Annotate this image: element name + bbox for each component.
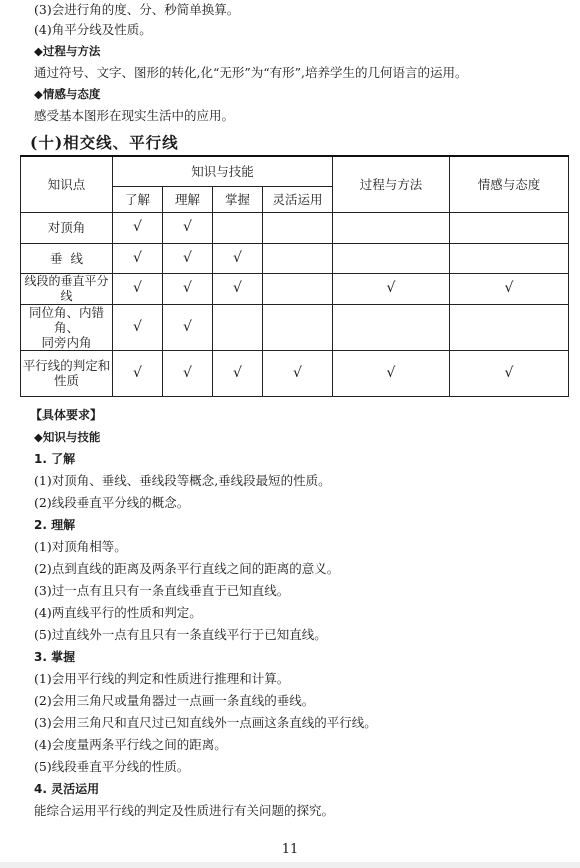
subsection-heading: 2. 理解 <box>34 518 76 532</box>
table-row <box>21 243 569 273</box>
empty-cell <box>263 243 333 273</box>
page-bottom-edge <box>0 862 580 868</box>
check-mark: √ <box>163 273 213 304</box>
emotion-attitude-text: 感受基本图形在现实生活中的应用。 <box>34 108 235 123</box>
check-mark: √ <box>113 304 163 350</box>
header-comprehend: 理解 <box>163 186 213 212</box>
check-mark: √ <box>163 212 213 243</box>
subsection-heading: 1. 了解 <box>34 452 76 466</box>
row-topic-line: 同旁内角 <box>41 334 92 350</box>
check-mark: √ <box>113 243 163 273</box>
check-mark: √ <box>163 243 213 273</box>
header-topic: 知识点 <box>21 156 113 212</box>
requirement-item: (4)两直线平行的性质和判定。 <box>34 605 202 620</box>
requirement-item: 能综合运用平行线的判定及性质进行有关问题的探究。 <box>34 803 335 818</box>
knowledge-table <box>20 155 569 397</box>
empty-cell <box>333 243 450 273</box>
requirement-item: (1)对顶角相等。 <box>34 539 127 554</box>
row-topic-line: 平行线的判定和 <box>22 358 111 373</box>
empty-cell <box>333 212 450 243</box>
requirement-item: (2)点到直线的距离及两条平行直线之间的距离的意义。 <box>34 561 340 576</box>
subsection-heading: 3. 掌握 <box>34 650 76 664</box>
header-knowledge-skills: 知识与技能 <box>113 156 333 186</box>
empty-cell <box>263 212 333 243</box>
empty-cell <box>450 243 569 273</box>
process-method-text: 通过符号、文字、图形的转化,化“无形”为“有形”,培养学生的几何语言的运用。 <box>34 65 468 80</box>
requirement-item: (2)线段垂直平分线的概念。 <box>34 495 190 510</box>
empty-cell <box>263 304 333 350</box>
header-process-method: 过程与方法 <box>333 156 450 212</box>
check-mark: √ <box>113 212 163 243</box>
check-mark: √ <box>333 350 450 396</box>
header-understand-basic: 了解 <box>113 186 163 212</box>
subsection-heading: 4. 灵活运用 <box>34 782 100 796</box>
table-row <box>21 350 569 396</box>
knowledge-skills-heading: ◆知识与技能 <box>34 430 101 444</box>
empty-cell <box>333 304 450 350</box>
section-title: (十)相交线、平行线 <box>30 133 179 152</box>
row-topic <box>21 304 113 350</box>
check-mark: √ <box>113 350 163 396</box>
empty-cell <box>450 212 569 243</box>
empty-cell <box>450 304 569 350</box>
header-emotion-attitude: 情感与态度 <box>450 156 569 212</box>
requirement-item: (2)会用三角尺或量角器过一点画一条直线的垂线。 <box>34 693 315 708</box>
check-mark: √ <box>163 350 213 396</box>
requirement-item: (5)过直线外一点有且只有一条直线平行于已知直线。 <box>34 627 327 642</box>
requirements-title: 【具体要求】 <box>30 408 103 422</box>
check-mark: √ <box>213 243 263 273</box>
check-mark: √ <box>263 350 333 396</box>
check-mark: √ <box>450 350 569 396</box>
row-topic-line: 性质 <box>53 373 79 388</box>
empty-cell <box>263 273 333 304</box>
emotion-attitude-heading: ◆情感与态度 <box>34 87 101 101</box>
check-mark: √ <box>450 273 569 304</box>
objective-line: (3)会进行角的度、分、秒简单换算。 <box>34 2 240 17</box>
check-mark: √ <box>113 273 163 304</box>
header-apply: 灵活运用 <box>263 186 333 212</box>
empty-cell <box>213 212 263 243</box>
requirement-item: (5)线段垂直平分线的性质。 <box>34 759 190 774</box>
check-mark: √ <box>333 273 450 304</box>
requirement-item: (3)会用三角尺和直尺过已知直线外一点画这条直线的平行线。 <box>34 715 377 730</box>
requirement-item: (1)会用平行线的判定和性质进行推理和计算。 <box>34 671 290 686</box>
requirement-item: (3)过一点有且只有一条直线垂直于已知直线。 <box>34 583 290 598</box>
check-mark: √ <box>213 273 263 304</box>
objective-line: (4)角平分线及性质。 <box>34 22 152 37</box>
process-method-heading: ◆过程与方法 <box>34 44 101 58</box>
requirement-item: (1)对顶角、垂线、垂线段等概念,垂线段最短的性质。 <box>34 473 331 488</box>
row-topic <box>21 350 113 396</box>
table-row <box>21 273 569 304</box>
row-topic-line: 同位角、内错角、 <box>28 304 104 335</box>
row-topic: 线段的垂直平分线 <box>21 273 113 304</box>
requirement-item: (4)会度量两条平行线之间的距离。 <box>34 737 227 752</box>
check-mark: √ <box>163 304 213 350</box>
page-number: 11 <box>281 842 299 857</box>
check-mark: √ <box>213 350 263 396</box>
row-topic: 垂 线 <box>21 243 113 273</box>
row-topic: 对顶角 <box>21 212 113 243</box>
empty-cell <box>213 304 263 350</box>
table-row <box>21 304 569 350</box>
table-row <box>21 212 569 243</box>
header-master: 掌握 <box>213 186 263 212</box>
